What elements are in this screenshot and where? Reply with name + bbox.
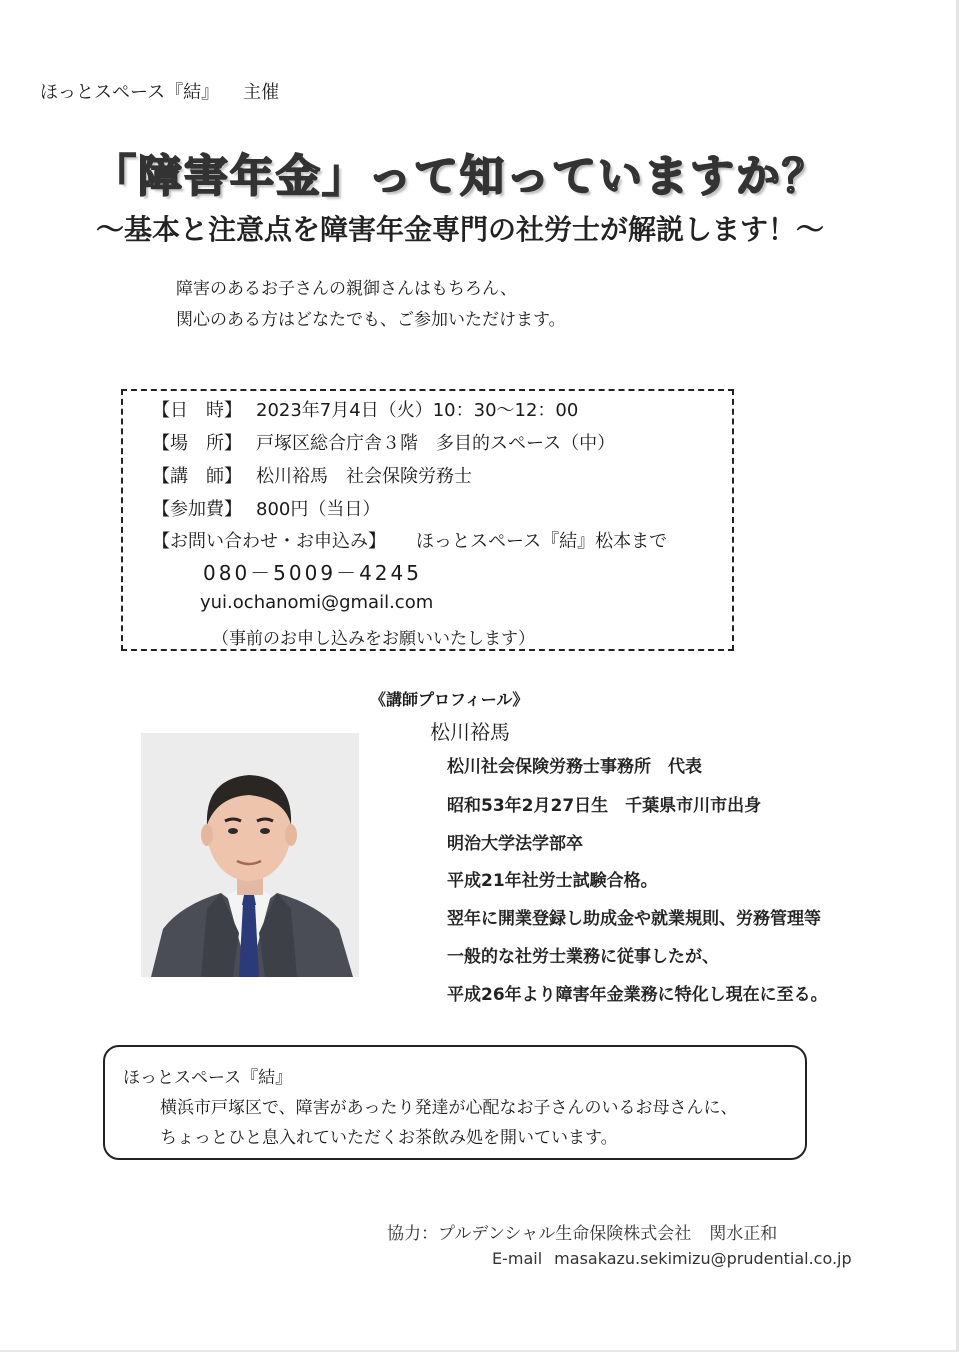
cooperation-label: 協力：プルデンシャル生命保険株式会社 — [387, 1224, 692, 1244]
cooperation-email[interactable]: masakazu.sekimizu@prudential.co.jp — [554, 1249, 852, 1268]
event-place-row — [152, 429, 615, 455]
intro-line-1: 障害のあるお子さんの親御さんはもちろん、 — [176, 279, 518, 299]
organizer-name: ほっとスペース『結』 — [40, 82, 220, 103]
profile-line-4: 平成21年社労士試験合格。 — [447, 871, 658, 891]
event-lecturer-row — [152, 462, 472, 488]
event-contact-value: ほっとスペース『結』松本まで — [416, 531, 668, 552]
about-line-1: 横浜市戸塚区で、障害があったり発達が心配なお子さんのいるお母さんに、 — [160, 1098, 738, 1118]
profile-line-6: 一般的な社労士業務に従事したが、 — [447, 947, 719, 967]
profile-line-2: 昭和53年2月27日生 千葉県市川市出身 — [447, 796, 762, 816]
event-fee-label: 【参加費】 — [152, 499, 242, 520]
profile-line-5: 翌年に開業登録し助成金や就業規則、労務管理等 — [447, 909, 821, 929]
event-lecturer-label: 【講 師】 — [152, 466, 242, 487]
cooperation-email-line — [492, 1249, 852, 1268]
page-title: 「障害年金」って知っていますか？ — [92, 151, 828, 202]
contact-phone[interactable]: 080－5009－4245 — [203, 561, 422, 585]
event-date-row — [152, 396, 578, 422]
organizer-role: 主催 — [243, 82, 280, 103]
page-subtitle: ～基本と注意点を障害年金専門の社労士が解説します！～ — [95, 213, 824, 246]
event-fee-value: 800円（当日） — [256, 499, 381, 520]
event-place-label: 【場 所】 — [152, 433, 242, 454]
profile-line-7: 平成26年より障害年金業務に特化し現在に至る。 — [447, 985, 828, 1005]
cooperation-line — [387, 1219, 777, 1244]
organizer-line — [40, 78, 279, 104]
cooperation-email-label: E-mail — [492, 1249, 543, 1268]
event-date-label: 【日 時】 — [152, 400, 242, 421]
profile-heading: 《講師プロフィール》 — [370, 690, 529, 709]
about-line-2: ちょっとひと息入れていただくお茶飲み処を開いています。 — [160, 1128, 618, 1148]
profile-name: 松川裕馬 — [430, 720, 510, 744]
lecturer-photo — [141, 733, 359, 977]
event-contact-row — [152, 527, 667, 553]
profile-line-1: 松川社会保険労務士事務所 代表 — [447, 757, 702, 777]
contact-email[interactable]: yui.ochanomi@gmail.com — [200, 592, 434, 613]
about-name: ほっとスペース『結』 — [123, 1068, 293, 1088]
event-lecturer-value: 松川裕馬 社会保険労務士 — [256, 466, 472, 487]
event-date-value: 2023年7月4日（火）10：30～12：00 — [256, 400, 579, 421]
profile-line-3: 明治大学法学部卒 — [447, 834, 583, 854]
event-fee-row — [152, 495, 380, 521]
registration-note: （事前のお申し込みをお願いいたします） — [212, 629, 535, 649]
event-place-value: 戸塚区総合庁舎３階 多目的スペース（中） — [256, 433, 616, 454]
event-contact-label: 【お問い合わせ・お申込み】 — [152, 531, 386, 552]
intro-line-2: 関心のある方はどなたでも、ご参加いただけます。 — [176, 310, 566, 330]
cooperation-person: 関水正和 — [709, 1224, 778, 1244]
